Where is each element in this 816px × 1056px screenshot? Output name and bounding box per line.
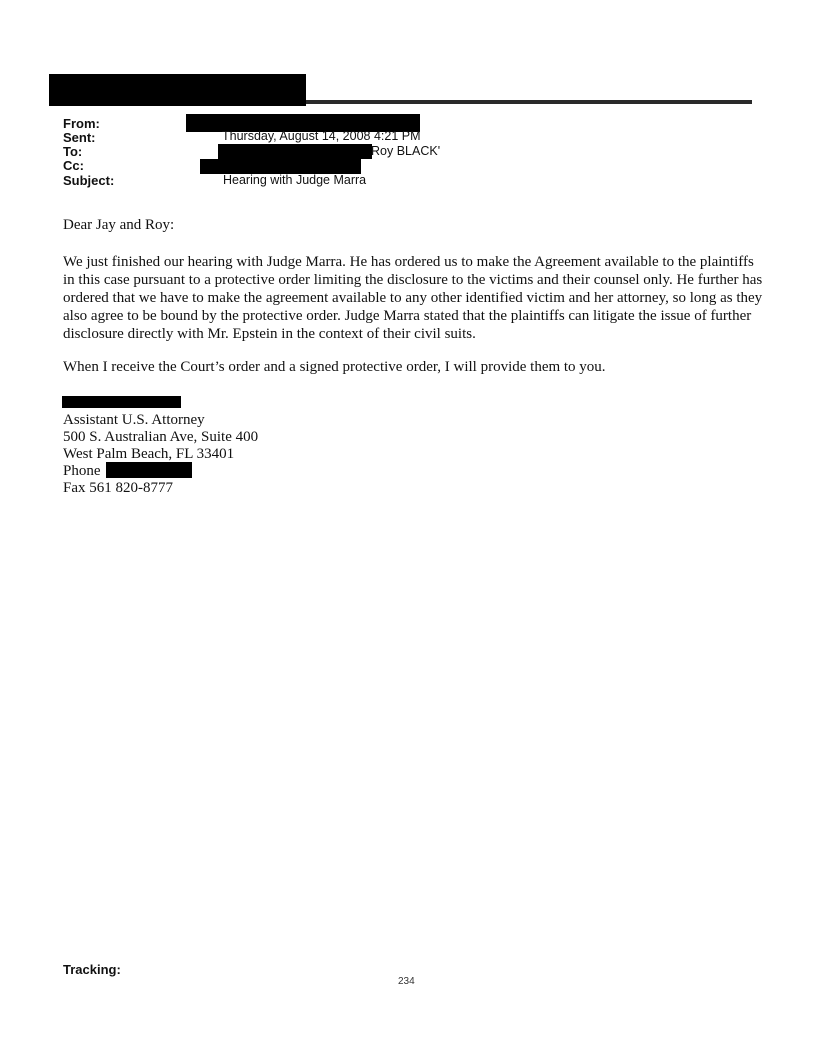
signature-phone-label: Phone (63, 463, 101, 479)
redaction-cc (200, 159, 361, 174)
redaction-phone (106, 462, 192, 478)
body-paragraph-1-text: We just finished our hearing with Judge Marra. He has ordered us to make the Agreement available to the plaintiffs in this case pursuant to a protective order limiting the disclosure to the victims and their counsel only. He further has ordered that we have to make the agreement available to any other identified victim and her attorney, so long as they also agree to be bound by the protective order. Judge Marra stated that the plaintiffs can litigate the issue of further disclosure directly with Mr. Epstein in the context of their civil suits. (63, 254, 763, 342)
body-paragraph-2-text: When I receive the Court’s order and a signed protective order, I will provide them to you. (63, 359, 606, 375)
body-paragraph-2 (63, 358, 763, 376)
signature-address-2: West Palm Beach, FL 33401 (63, 446, 235, 462)
subject-label: Subject: (63, 173, 115, 188)
sent-label: Sent: (63, 130, 96, 145)
sent-value: Thursday, August 14, 2008 4:21 PM (222, 129, 421, 143)
to-label: To: (63, 144, 83, 159)
signature-fax: Fax 561 820-8777 (63, 480, 173, 496)
from-label: From: (63, 116, 100, 131)
redaction-to (218, 144, 372, 159)
page-number: 234 (398, 976, 415, 987)
subject-value: Hearing with Judge Marra (223, 173, 367, 187)
header-divider (306, 100, 752, 104)
greeting: Dear Jay and Roy: (63, 217, 175, 233)
redaction-bar-top (49, 74, 306, 106)
signature-address-1: 500 S. Australian Ave, Suite 400 (63, 429, 259, 445)
cc-label: Cc: (63, 158, 84, 173)
to-value: Roy BLACK' (371, 144, 441, 158)
tracking-label: Tracking: (63, 962, 121, 977)
body-paragraph-1 (63, 253, 763, 343)
redaction-signature-name (62, 396, 181, 408)
signature-title: Assistant U.S. Attorney (63, 412, 205, 428)
